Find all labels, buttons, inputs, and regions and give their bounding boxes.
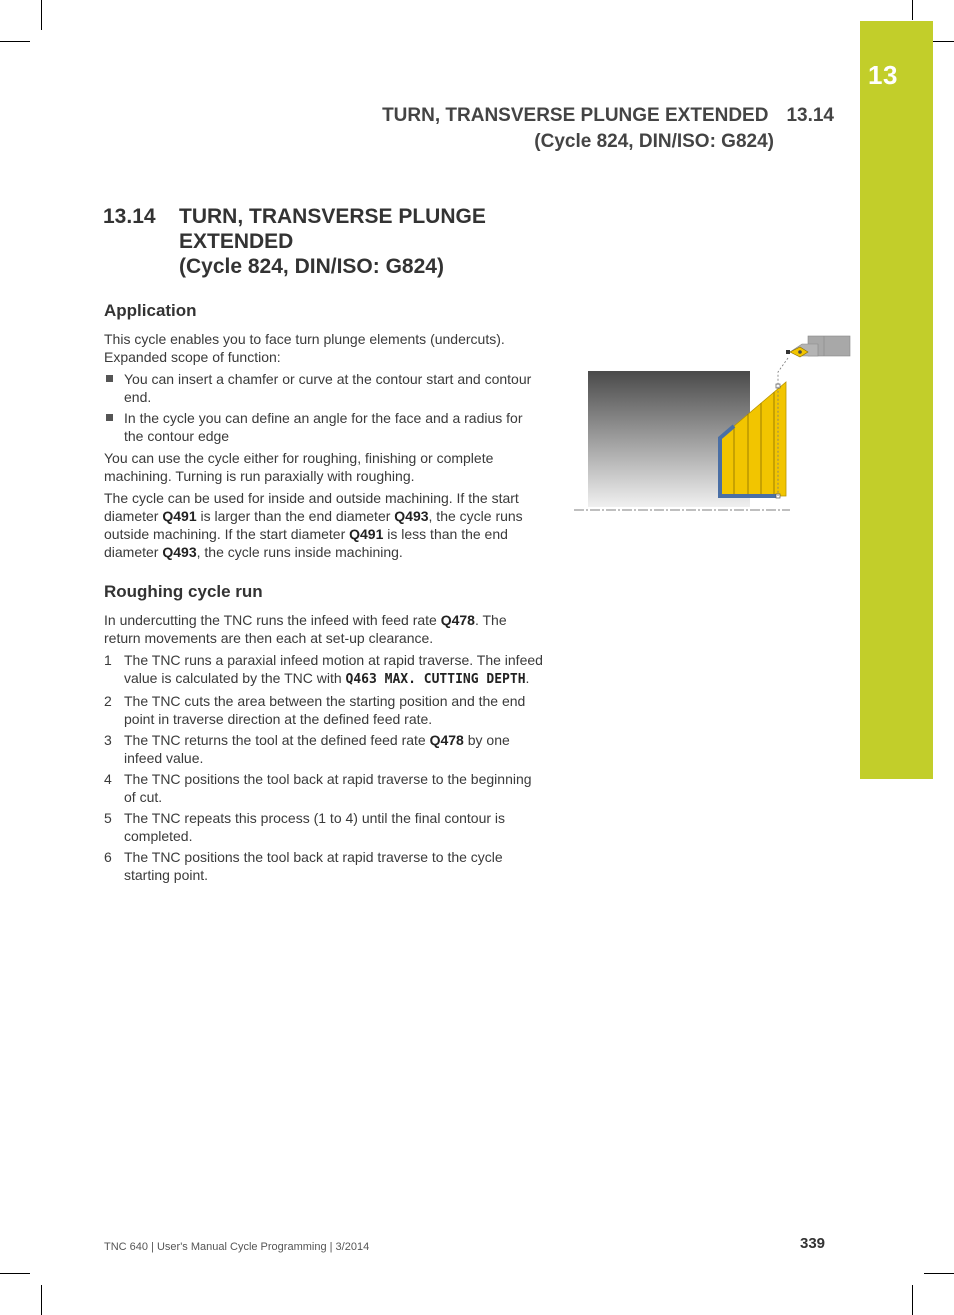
- application-paragraph: You can use the cycle either for roughing, finishing or complete machining. Turning is run paraxially with roughing.: [104, 450, 494, 484]
- bullet-icon: [106, 414, 113, 421]
- crop-mark: [912, 0, 913, 20]
- list-item: 4 The TNC positions the tool back at rapid traverse to the beginning of cut.: [104, 771, 532, 805]
- crop-mark: [41, 0, 42, 30]
- chapter-tab: [860, 21, 933, 779]
- crop-mark: [924, 1273, 954, 1274]
- main-content: [104, 300, 544, 887]
- feature-list: [104, 370, 544, 445]
- section-number: 13.14: [103, 205, 156, 228]
- chapter-number: 13: [868, 60, 898, 90]
- crop-mark: [0, 41, 30, 42]
- application-intro: This cycle enables you to face turn plunge elements (undercuts). Expanded scope of function:: [104, 331, 505, 365]
- section-title-line: (Cycle 824, DIN/ISO: G824): [179, 255, 444, 278]
- section-title: [103, 204, 519, 279]
- roughing-intro: In undercutting the TNC runs the infeed with feed rate Q478. The return movements are then each at set-up clearance.: [104, 612, 507, 646]
- crop-mark: [41, 1285, 42, 1315]
- running-header-number: 13.14: [786, 105, 834, 126]
- application-paragraph: The cycle can be used for inside and outside machining. If the start diameter Q491 is larger than the end diameter Q493, the cycle runs outside machining. If the start diameter Q491 is less than the end diameter Q493, the cycle runs inside machining.: [104, 490, 523, 560]
- point-marker: [786, 350, 790, 354]
- roughing-heading: Roughing cycle run: [104, 582, 263, 601]
- bullet-icon: [106, 375, 113, 382]
- plunge-cycle-diagram: [572, 330, 854, 520]
- crop-mark: [0, 1273, 30, 1274]
- list-item: 3 The TNC returns the tool at the defined feed rate Q478 by one infeed value.: [104, 732, 510, 766]
- list-item: 2 The TNC cuts the area between the starting position and the end point in traverse direction at the defined feed rate.: [104, 693, 526, 727]
- page-number: 339: [800, 1235, 826, 1252]
- list-item: 1 The TNC runs a paraxial infeed motion at rapid traverse. The infeed value is calculated by the TNC with Q463 MAX. CUTTING DEPTH.: [104, 652, 543, 687]
- running-header-title: TURN, TRANSVERSE PLUNGE EXTENDED: [382, 105, 769, 126]
- running-header: [382, 103, 834, 155]
- roughing-steps: [104, 651, 544, 884]
- footer-text: TNC 640 | User's Manual Cycle Programming | 3/2014: [104, 1241, 370, 1253]
- section-title-line: EXTENDED: [179, 230, 294, 253]
- list-item: You can insert a chamfer or curve at the contour start and contour end.: [104, 370, 544, 406]
- crop-mark: [912, 1285, 913, 1315]
- application-heading: Application: [104, 301, 197, 320]
- list-item: 6 The TNC positions the tool back at rapid traverse to the cycle starting point.: [104, 849, 503, 883]
- list-item: 5 The TNC repeats this process (1 to 4) until the final contour is completed.: [104, 810, 506, 844]
- running-header-subtitle: (Cycle 824, DIN/ISO: G824): [534, 131, 774, 152]
- list-item: In the cycle you can define an angle for the face and a radius for the contour edge: [104, 409, 544, 445]
- section-title-line: TURN, TRANSVERSE PLUNGE: [179, 205, 486, 228]
